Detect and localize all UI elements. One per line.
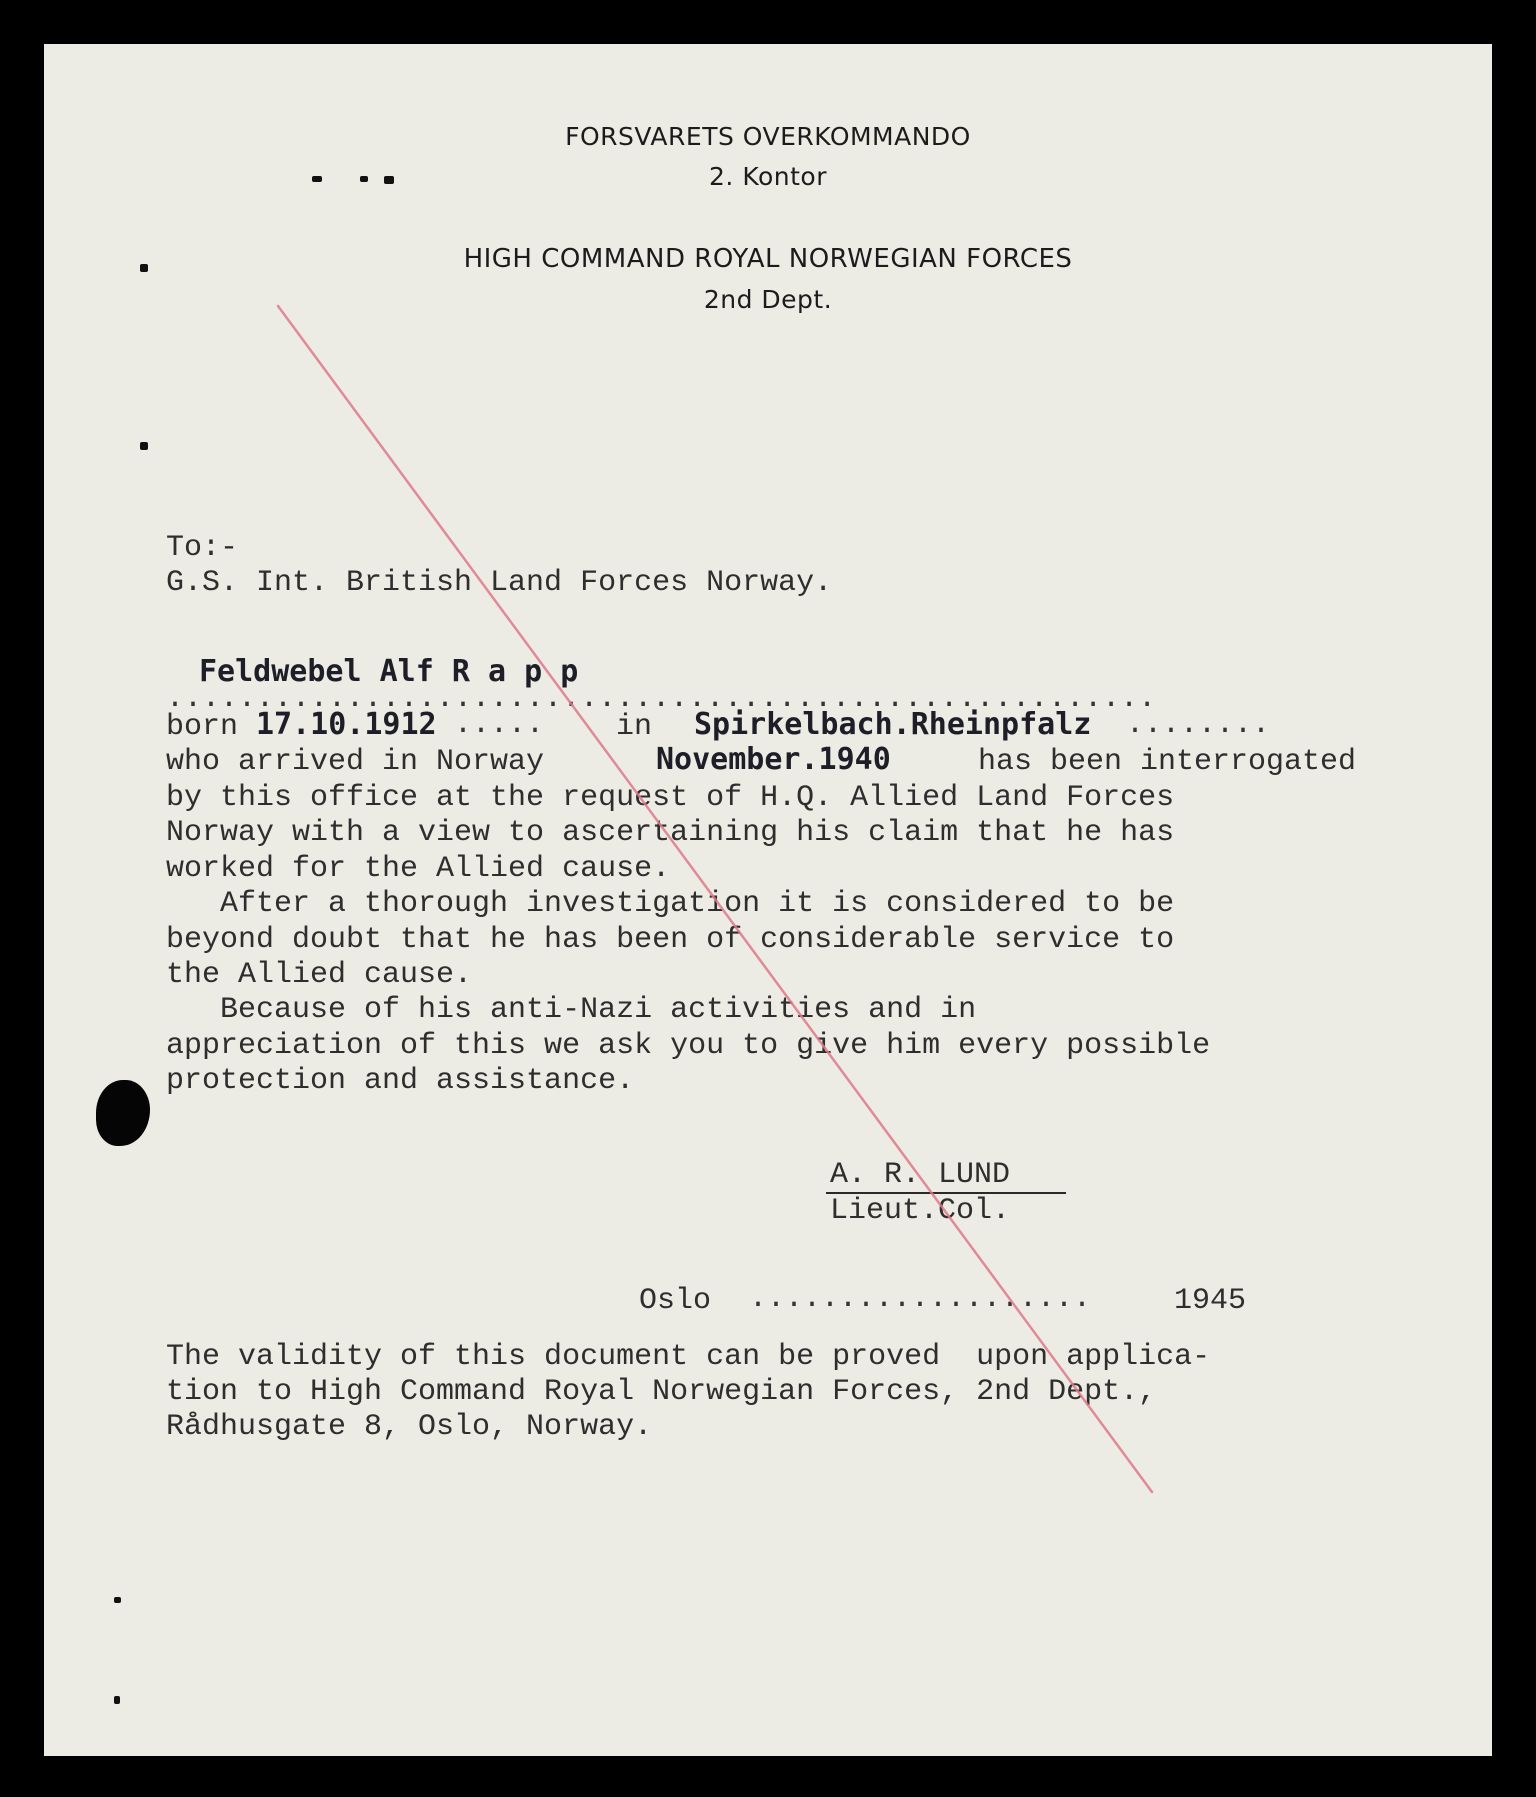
arrival-date: November.1940: [656, 742, 891, 777]
birthplace: Spirkelbach.Rheinpfalz: [694, 707, 1092, 742]
body-line-3: worked for the Allied cause.: [166, 852, 671, 886]
body-line-6: the Allied cause.: [166, 958, 473, 992]
body-line-1: by this office at the request of H.Q. Allied Land Forces: [166, 781, 1175, 815]
document-page: [44, 44, 1492, 1756]
born-dots: .....: [454, 708, 545, 742]
born-date: 17.10.1912: [256, 707, 437, 742]
in-label: in: [616, 710, 653, 744]
recipient-line: G.S. Int. British Land Forces Norway.: [166, 566, 833, 600]
dateline-place: Oslo: [639, 1284, 712, 1318]
subject-name: Feldwebel Alf R a p p: [199, 654, 579, 689]
dateline-dots: ...................: [749, 1282, 1092, 1316]
letterhead-line-4: 2nd Dept.: [703, 285, 833, 314]
body-line-5: beyond doubt that he has been of considerable service to: [166, 923, 1175, 957]
body-line-8: appreciation of this we ask you to give him every possible: [166, 1029, 1211, 1063]
body-line-2: Norway with a view to ascertaining his claim that he has: [166, 816, 1175, 850]
arrived-suffix: has been interrogated: [978, 745, 1357, 779]
validity-line-2: tion to High Command Royal Norwegian Forces, 2nd Dept.,: [166, 1375, 1157, 1409]
to-label: To:-: [166, 531, 239, 565]
letterhead-line-1: FORSVARETS OVERKOMMANDO: [565, 122, 971, 151]
body-line-7: Because of his anti-Nazi activities and in: [166, 993, 977, 1027]
signature-rank: Lieut.Col.: [830, 1194, 1011, 1228]
dateline-year: 1945: [1174, 1284, 1247, 1318]
body-line-9: protection and assistance.: [166, 1064, 635, 1098]
letterhead-line-2: 2. Kontor: [709, 162, 827, 191]
letterhead-line-3: HIGH COMMAND ROYAL NORWEGIAN FORCES: [463, 244, 1073, 274]
birthplace-dots: ........: [1126, 708, 1271, 742]
validity-line-1: The validity of this document can be proved upon applica-: [166, 1340, 1211, 1374]
arrived-prefix: who arrived in Norway: [166, 745, 545, 779]
signature-name: A. R. LUND: [830, 1158, 1011, 1192]
born-label: born: [166, 710, 239, 744]
body-line-4: After a thorough investigation it is considered to be: [166, 887, 1175, 921]
validity-line-3: Rådhusgate 8, Oslo, Norway.: [166, 1410, 653, 1444]
red-pencil-line: [44, 44, 1492, 1756]
dotted-fill-line: .......................................................: [166, 682, 1157, 716]
